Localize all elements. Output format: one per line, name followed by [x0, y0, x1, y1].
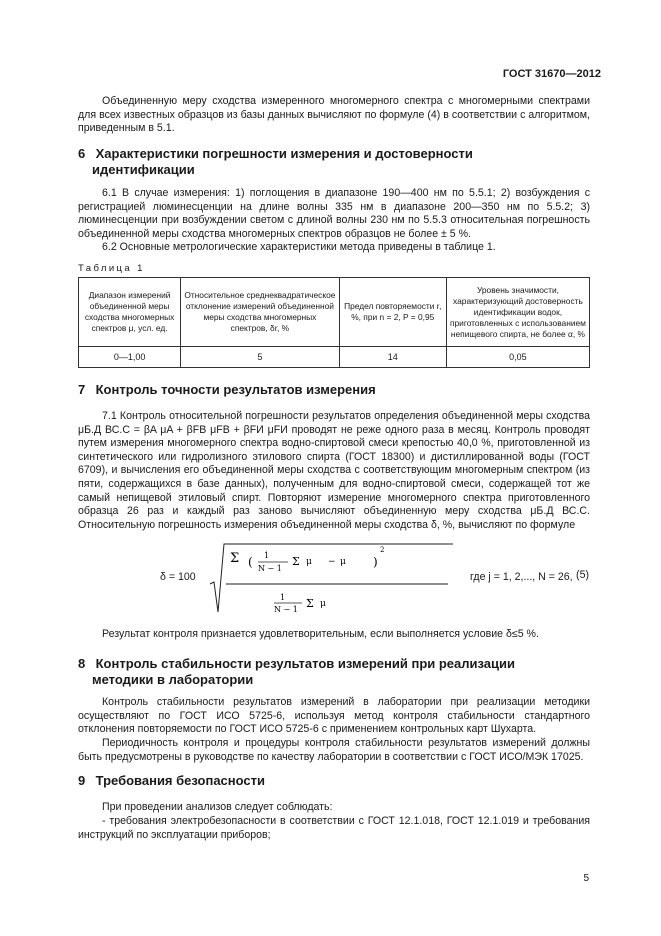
svg-text:): ) [373, 555, 378, 569]
paragraph-7-1-intro: 7.1 Контроль относительной погрешности результатов определения объединенной меры сходства [102, 410, 590, 422]
svg-text:1: 1 [264, 551, 270, 560]
section-number: 7 [78, 382, 86, 397]
svg-text:−: − [328, 557, 336, 567]
table-cell: 5 [181, 347, 339, 368]
table-header-cell: Предел повторяемости r, %, при n = 2, P = 0,95 [339, 278, 446, 347]
svg-text:Σ: Σ [230, 551, 240, 566]
section-7-heading [78, 382, 590, 398]
formula-number: (5) [576, 569, 589, 581]
section-6-heading [78, 146, 590, 178]
metrology-table [78, 277, 590, 368]
formula-graphic [208, 538, 458, 618]
paragraph-6-2: 6.2 Основные метрологические характеристики метода приведены в таблице 1. [102, 241, 496, 253]
table-header-cell: Относительное среднеквадратическое отклонение измерений объединенной меры сходства многомерных спектров, δr, % [181, 278, 339, 347]
section-title: Контроль точности результатов измерения [95, 382, 376, 397]
inline-formula: μБ.Д ВС.С = βA μA + βFB μFB + βFИ μFИ [78, 423, 288, 436]
svg-text:1: 1 [280, 593, 286, 602]
table-cell: 0,05 [446, 347, 589, 368]
section-8-heading [78, 656, 590, 688]
svg-text:Σ: Σ [306, 597, 314, 610]
table-cell: 14 [339, 347, 446, 368]
table-caption: Таблица 1 [78, 263, 145, 274]
section-title: Требования безопасности [95, 773, 265, 788]
section-title: Характеристики погрешности измерения и достоверности [95, 146, 473, 161]
table-header-cell: Диапазон измерений объединенной меры сходства многомерных спектров μ, усл. ед. [79, 278, 181, 347]
svg-text:μ: μ [306, 557, 312, 567]
svg-text:N − 1: N − 1 [258, 564, 282, 573]
table-header-cell: Уровень значимости, характеризующий достоверность идентификации водок, приготовленных с использованием непищевого спирта, не более α, % [446, 278, 589, 347]
paragraph-8-1: Контроль стабильности результатов измерений в лаборатории при реализации методики осуществляют по ГОСТ ИСО 5725-6, используя метод контроля стабильности стандартного отклонения повторяемости по ГОСТ ИСО 5725-6 с применением контрольных карт Шухарта. [78, 696, 590, 736]
paragraph-9-1: При проведении анализов следует соблюдать: [102, 801, 333, 813]
section-title: Контроль стабильности результатов измерений при реализации [95, 656, 516, 671]
section-number: 8 [78, 656, 86, 671]
svg-text:Σ: Σ [292, 555, 300, 568]
paragraph-8-2: Периодичность контроля и процедуры контроля стабильности результатов измерений должны быть предусмотрены в руководстве по качеству лаборатории в соответствии с ГОСТ ИСО/МЭК 17025. [78, 737, 590, 763]
formula-5 [150, 538, 590, 618]
section-number: 9 [78, 773, 86, 788]
section-9-heading [78, 773, 590, 789]
table-cell: 0—1,00 [79, 347, 181, 368]
svg-text:2: 2 [380, 546, 385, 554]
table-row [79, 347, 590, 368]
paragraph-9-2: - требования электробезопасности в соответствии с ГОСТ 12.1.018, ГОСТ 12.1.019 и требования инструкций по эксплуатации приборов; [78, 815, 590, 841]
control-result: Результат контроля признается удовлетворительным, если выполняется условие δ≤5 %. [102, 628, 539, 640]
document-code: ГОСТ 31670—2012 [502, 68, 601, 80]
svg-text:(: ( [248, 555, 253, 569]
paragraph-7-1 [78, 410, 590, 532]
intro-paragraph: Объединенную меру сходства измеренного многомерного спектра с многомерными спектрами для всех известных образцов из базы данных вычисляют по формуле (4) в соответствии с алгоритмом, приведенным в 5.1. [78, 95, 590, 135]
section-title-cont: идентификации [92, 162, 195, 177]
svg-text:N − 1: N − 1 [274, 605, 298, 614]
formula-lhs: δ = 100 [160, 571, 196, 583]
svg-text:μ: μ [340, 557, 346, 567]
formula-condition: где j = 1, 2,..., N = 26, [470, 571, 573, 583]
section-number: 6 [78, 146, 86, 161]
paragraph-7-1-body: проводят не реже одного раза в месяц. Контроль проводят путем измерения многомерного спектра водно-спиртовой смеси крепостью 40,0 %, приготовленной из синтетического или гидролизного этилового спирта (ГОСТ 18300) и дистиллированной воды (ГОСТ 6709), и вычисления его объединенной меры сходства с соответствующим многомерным спектром (из пяти, содержащихся в базе данных), полученным для водно-спиртовой смеси, содержащей тот же самый непищевой этиловый спирт. Повторяют измерение многомерного спектра приготовленного образца 26 раз и каждый раз заново вычисляют объединенную меру сходства μБ.Д ВС.С. Относительную погрешность измерения объединенной меры сходства δ, %, вычисляют по формуле [78, 423, 590, 531]
page-number: 5 [583, 873, 589, 884]
section-title-cont: методики в лаборатории [92, 672, 254, 687]
paragraph-6-1: 6.1 В случае измерения: 1) поглощения в диапазоне 190—400 нм по 5.5.1; 2) возбуждения с регистрацией люминесценции на длине волны 335 нм в диапазоне 200—350 нм по 5.5.2; 3) люминесценции при возбуждении светом с длиной волны 230 нм по 5.5.3 относительная погрешность объединенной меры сходства многомерных спектров образцов не более ± 5 %. [78, 187, 590, 240]
svg-text:μ: μ [320, 599, 326, 609]
